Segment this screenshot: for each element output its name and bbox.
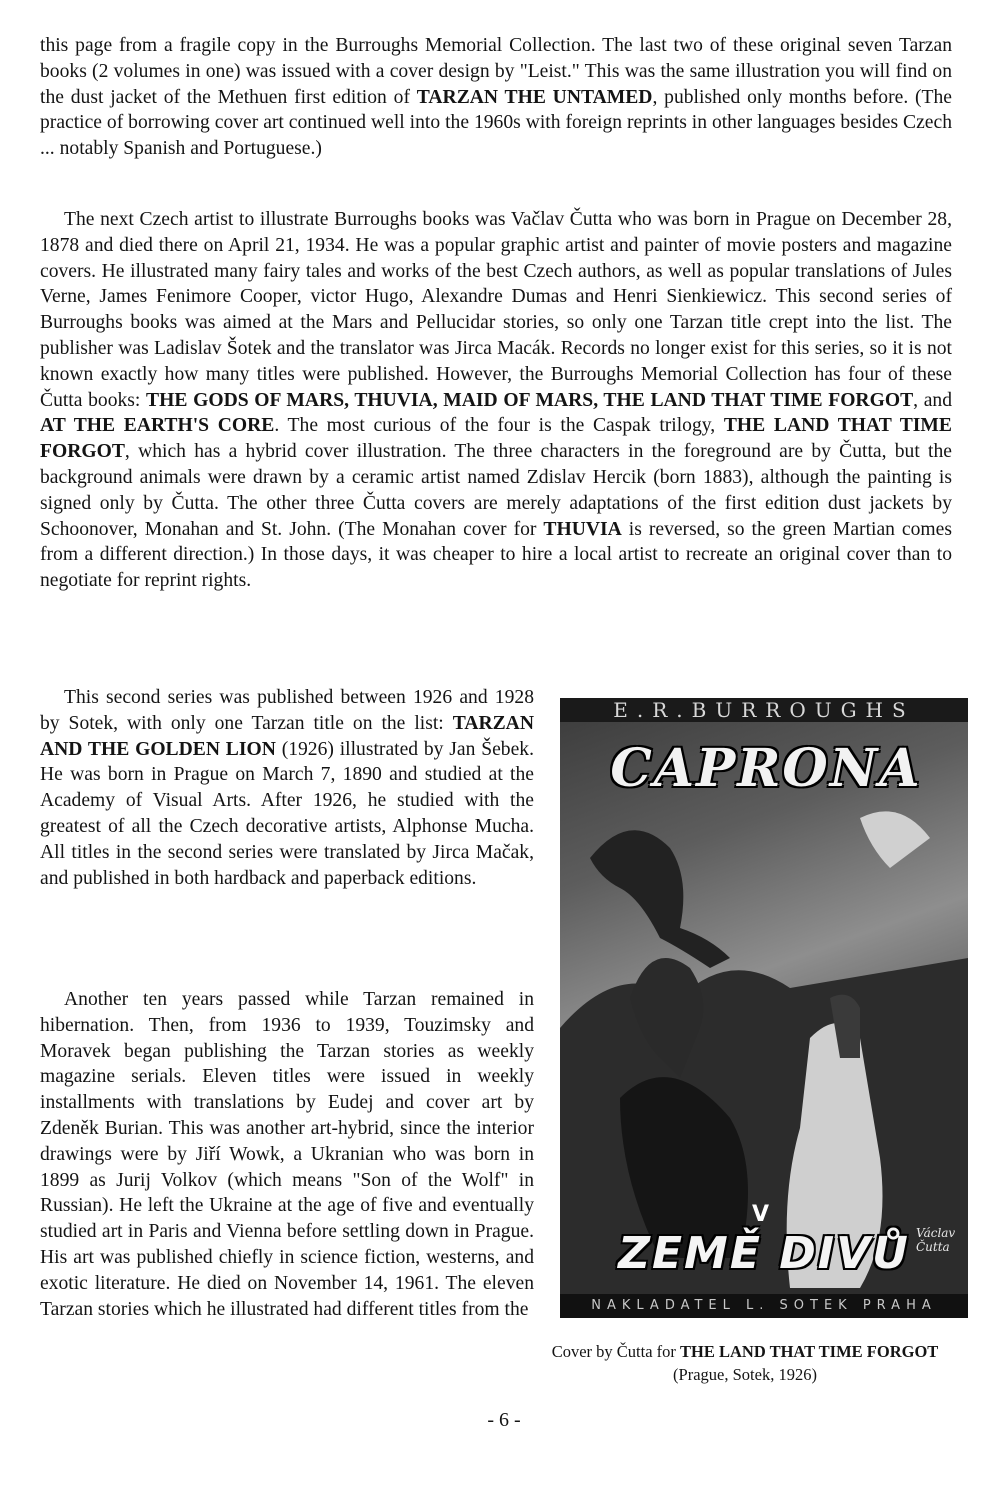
cover-subtitle: ZEMĚ DIVŮ: [618, 1228, 910, 1279]
cover-signature: Václav Čutta: [916, 1226, 956, 1254]
cover-title: CAPRONA: [610, 738, 922, 799]
cover-publisher-band: NAKLADATEL L. SOTEK PRAHA: [560, 1294, 968, 1318]
cover-v: V: [752, 1202, 770, 1227]
cover-pterodactyl: [860, 811, 930, 868]
paragraph-3: This second series was published between 1926 and 1928 by Sotek, with only one Tarzan title on the list: TARZAN AND THE GOLDEN LION (1926) illustrated by Jan Šebek. He was born in Prague on March 7, 1890 and studied at the Academy of Visual Arts. After 1926, he studied with the greatest of all the Czech decorative artists, Alphonse Mucha. All titles in the second series were translated by Jirca Mačak, and published in both hardback and paperback editions.: [40, 687, 534, 889]
paragraph-4: Another ten years passed while Tarzan remained in hibernation. Then, from 1936 to 1939, Touzimsky and Moravek began publishing the Tarzan stories as weekly magazine serials. Eleven titles were issued in weekly installments with translations by Eudej and cover art by Zdeněk Burian. This was another art-hybrid, since the interior drawings were by Jiří Wowk, a Ukranian who was born in 1899 as Jurij Volkov (which means "Son of the Wolf" in Russian). He left the Ukraine at the age of five and eventually studied art in Paris and Vienna before settling down in Prague. His art was published chiefly in science fiction, westerns, and exotic literature. He died on November 14, 1961. The eleven Tarzan stories which he illustrated had different titles from the: [40, 989, 534, 1320]
cover-author-band: E.R.BURROUGHS: [560, 698, 968, 722]
paragraph-2: The next Czech artist to illustrate Burroughs books was Vačlav Čutta who was born in Prague on December 28, 1878 and died there on April 21, 1934. He was a popular graphic artist and painter of movie posters and magazine covers. He illustrated many fairy tales and works of the best Czech authors, as well as popular translations of Jules Verne, James Fenimore Cooper, victor Hugo, Alexandre Dumas and Henri Sienkiewicz. This second series of Burroughs books was aimed at the Mars and Pellucidar stories, so only one Tarzan title crept into the list. The publisher was Ladislav Šotek and the translator was Jirca Macák. Records no longer exist for this series, so it is not known exactly how many titles were published. However, the Burroughs Memorial Collection has four of these Čutta books: THE GODS OF MARS, THUVIA, MAID OF MARS, THE LAND THAT TIME FORGOT, and AT THE EARTH'S CORE. The most curious of the four is the Caspak trilogy, THE LAND THAT TIME FORGOT, which has a hybrid cover illustration. The three characters in the foreground are by Čutta, but the background animals were drawn by a ceramic artist named Zdislav Hercik (born 1883), although the painting is signed only by Čutta. The other three Čutta covers are merely adaptations of the first edition dust jackets by Schoonover, Monahan and St. John. (The Monahan cover for THUVIA is reversed, so the green Martian comes from a different direction.) In those days, it was cheaper to hire a local artist to recreate an original cover than to negotiate for reprint rights.: [40, 209, 952, 592]
figure-caption: Cover by Čutta for THE LAND THAT TIME FORGOT (Prague, Sotek, 1926): [551, 1342, 939, 1384]
book-cover-image: [560, 698, 968, 1318]
paragraph-1: this page from a fragile copy in the Burroughs Memorial Collection. The last two of these original seven Tarzan books (2 volumes in one) was issued with a cover design by "Leist." This was the same illustration you will find on the dust jacket of the Methuen first edition of TARZAN THE UNTAMED, published only months before. (The practice of borrowing cover art continued well into the 1960s with foreign reprints in other languages besides Czech ... notably Spanish and Portuguese.): [40, 35, 953, 160]
cover-dinosaur-1: [590, 830, 730, 968]
page-number: - 6 -: [487, 1409, 521, 1431]
